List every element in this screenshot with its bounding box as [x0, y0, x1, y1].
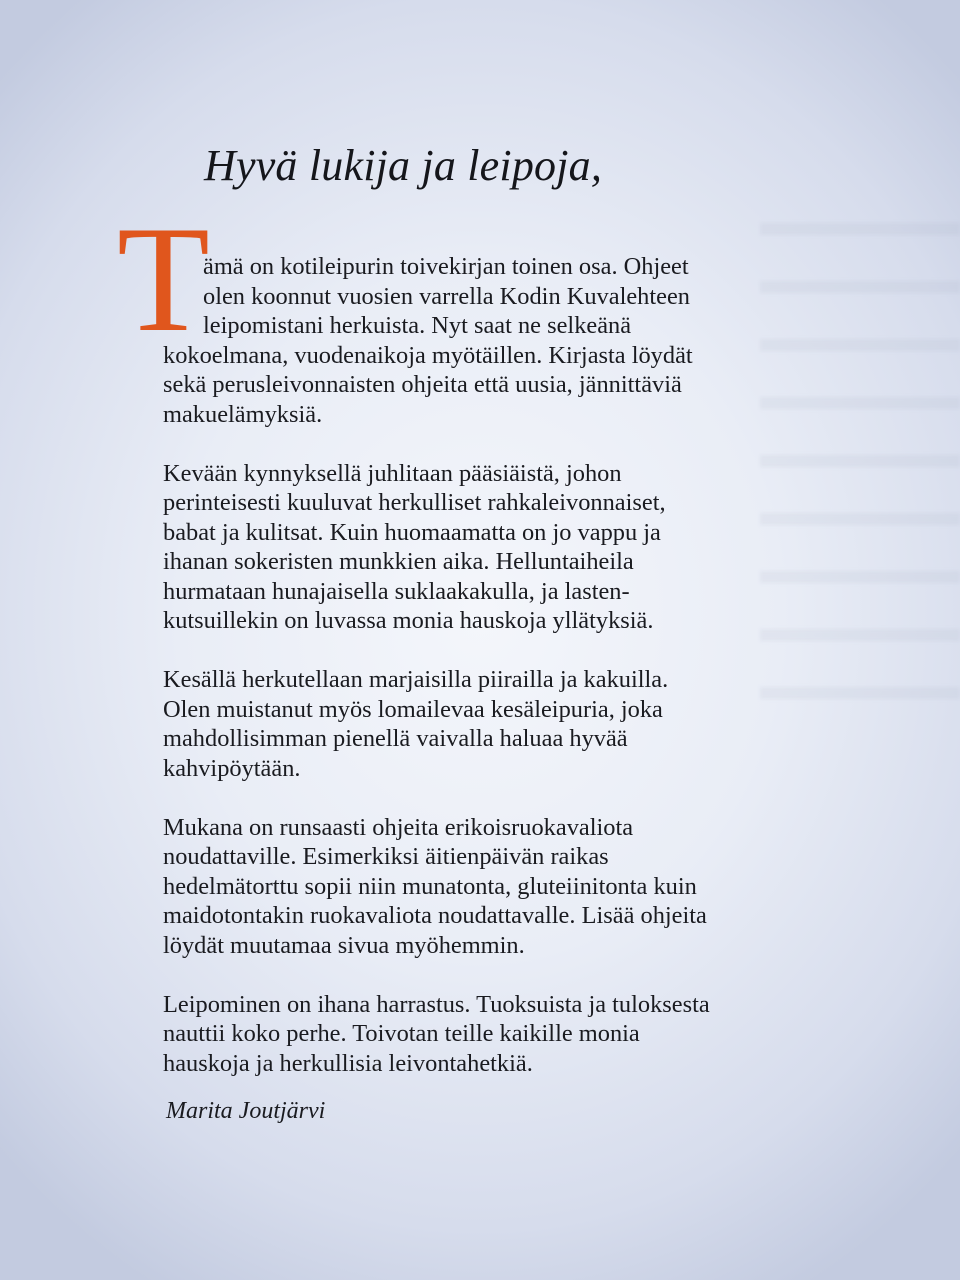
paragraph-3 [163, 665, 833, 783]
text-line: olen koonnut vuosien varrella Kodin Kuvalehteen [203, 282, 691, 310]
drop-cap: T [117, 195, 210, 363]
text-line: kahvipöytään. [163, 754, 301, 782]
text-line: maidotontakin ruokavaliota noudattavalle. Lisää ohjeita [163, 902, 707, 929]
page-heading: Hyvä lukija ja leipoja, [204, 141, 603, 190]
text-line: ihanan sokeristen munkkien aika. Helluntaiheila [163, 548, 634, 575]
text-line: Kevään kynnyksellä juhlitaan pääsiäistä, johon [163, 459, 622, 487]
text-line: löydät muutamaa sivua myöhemmin. [163, 931, 525, 959]
author-signature: Marita Joutjärvi [166, 1098, 326, 1124]
paragraph-2 [163, 459, 833, 636]
text-line: kutsuillekin on luvassa monia hauskoja yllätyksiä. [163, 607, 654, 634]
text-line: makuelämyksiä. [163, 400, 323, 428]
text-line: perinteisesti kuuluvat herkulliset rahkaleivonnaiset, [163, 489, 666, 516]
letter-body [163, 252, 833, 1108]
text-line: mahdollisimman pienellä vaivalla haluaa hyvää [163, 725, 628, 752]
text-line: leipomistani herkuista. Nyt saat ne selkeänä [203, 312, 632, 339]
text-line: ämä on kotileipurin toivekirjan toinen osa. Ohjeet [203, 253, 689, 280]
paragraph-1 [163, 252, 833, 429]
text-line: Kesällä herkutellaan marjaisilla piirailla ja kakuilla. [163, 666, 669, 693]
text-line: Olen muistanut myös lomailevaa kesäleipuria, joka [163, 695, 663, 723]
paragraph-4 [163, 813, 833, 961]
text-line: babat ja kulitsat. Kuin huomaamatta on jo vappu ja [163, 518, 661, 546]
text-line: hedelmätorttu sopii niin munatonta, gluteiinitonta kuin [163, 872, 697, 900]
text-line: hauskoja ja herkullisia leivontahetkiä. [163, 1049, 533, 1077]
paragraph-5 [163, 990, 833, 1079]
text-line: kokoelmana, vuodenaikoja myötäillen. Kirjasta löydät [163, 341, 693, 369]
text-line: sekä perusleivonnaisten ohjeita että uusia, jännittäviä [163, 371, 682, 398]
text-line: nauttii koko perhe. Toivotan teille kaikille monia [163, 1020, 640, 1047]
text-line: hurmataan hunajaisella suklaakakulla, ja lasten- [163, 577, 630, 605]
text-line: noudattaville. Esimerkiksi äitienpäivän raikas [163, 843, 609, 870]
text-line: Leipominen on ihana harrastus. Tuoksuista ja tuloksesta [163, 990, 710, 1018]
text-line: Mukana on runsaasti ohjeita erikoisruokavaliota [163, 813, 634, 841]
